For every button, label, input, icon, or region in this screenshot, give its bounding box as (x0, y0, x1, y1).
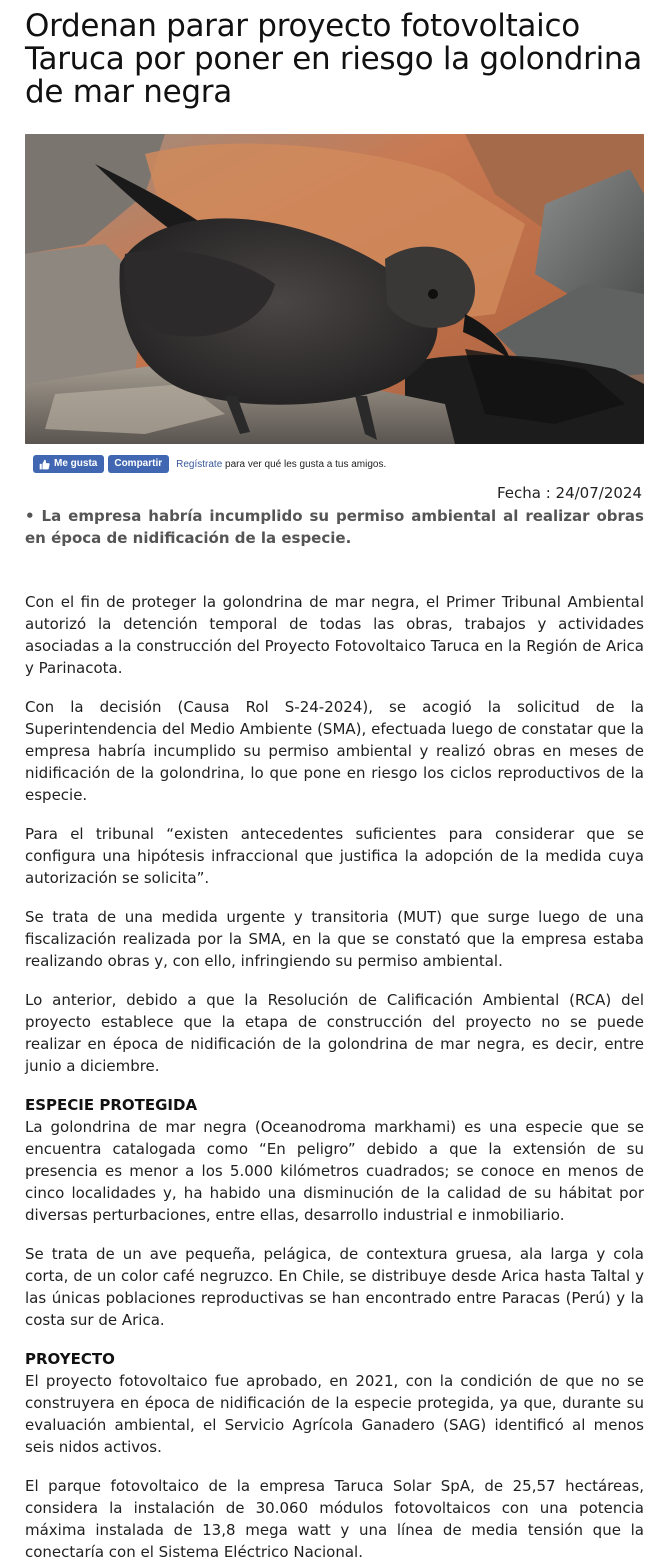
share-button-label: Compartir (114, 458, 163, 469)
register-note-text: para ver qué les gusta a tus amigos. (222, 458, 387, 470)
paragraph: Lo anterior, debido a que la Resolución de Calificación Ambiental (RCA) del proyecto establece que la etapa de construcción del proyecto no se puede realizar en época de nidificación de la golondrina de mar negra, es decir, entre junio a diciembre. (25, 991, 644, 1075)
article-lead: • La empresa habría incumplido su permiso ambiental al realizar obras en época de nidificación de la especie. (25, 507, 644, 547)
article-date: Fecha : 24/07/2024 (496, 484, 642, 502)
paragraph: Para el tribunal “existen antecedentes suficientes para considerar que se configura una hipótesis infraccional que justifica la adopción de la medida cuya autorización se solicita”. (25, 825, 644, 887)
like-button-label: Me gusta (54, 458, 98, 469)
paragraph: La golondrina de mar negra (Oceanodroma markhami) es una especie que se encuentra catalogada como “En peligro” debido a que la extensión de su presencia es menor a los 5.000 kilómetros cuadrados; se conoce en menos de cinco localidades y, ha habido una disminución de la calidad de su hábitat por diversas perturbaciones, entre ellas, desarrollo industrial e inmobiliario. (25, 1118, 644, 1224)
section-heading-proyecto: PROYECTO (25, 1350, 115, 1368)
paragraph: Se trata de una medida urgente y transitoria (MUT) que surge luego de una fiscalización realizada por la SMA, en la que se constató que la empresa estaba realizando obras y, con ello, infringiendo su permiso ambiental. (25, 908, 644, 970)
section-heading-especie: ESPECIE PROTEGIDA (25, 1096, 198, 1114)
paragraph: Se trata de un ave pequeña, pelágica, de contextura gruesa, ala larga y cola corta, de un color café negruzco. En Chile, se distribuye desde Arica hasta Taltal y las únicas poblaciones reproductivas se han encontrado entre Paracas (Perú) y la costa sur de Arica. (25, 1245, 644, 1329)
thumbs-up-icon (39, 459, 50, 470)
paragraph: Con el fin de proteger la golondrina de mar negra, el Primer Tribunal Ambiental autorizó la detención temporal de todas las obras, trabajos y actividades asociadas a la construcción del Proyecto Fotovoltaico Taruca en la Región de Arica y Parinacota. (25, 593, 644, 677)
article-body (25, 591, 644, 1563)
article-photo (25, 134, 644, 444)
register-link[interactable]: Regístrate (176, 458, 223, 470)
paragraph: El proyecto fotovoltaico fue aprobado, en 2021, con la condición de que no se construyera en época de nidificación de la especie protegida, ya que, durante su evaluación ambiental, el Servicio Agrícola Ganadero (SAG) identificó al menos seis nidos activos. (25, 1372, 644, 1456)
facebook-social-bar (33, 454, 644, 474)
paragraph: Con la decisión (Causa Rol S-24-2024), se acogió la solicitud de la Superintendencia del Medio Ambiente (SMA), efectuada luego de constatar que la empresa habría incumplido su permiso ambiental y realizó obras en meses de nidificación de la golondrina, lo que pone en riesgo los ciclos reproductivos de la especie. (25, 698, 644, 804)
register-note (176, 459, 386, 470)
paragraph: El parque fotovoltaico de la empresa Taruca Solar SpA, de 25,57 hectáreas, considera la instalación de 30.060 módulos fotovoltaicos con una potencia máxima instalada de 13,8 mega watt y una línea de media tensión que la conectaría con el Sistema Eléctrico Nacional. (25, 1477, 644, 1561)
like-button[interactable] (33, 455, 104, 473)
article-title: Ordenan parar proyecto fotovoltaico Taruca por poner en riesgo la golondrina de mar negra (25, 8, 642, 110)
bird-photo-illustration (25, 134, 644, 444)
share-button[interactable] (108, 455, 169, 473)
